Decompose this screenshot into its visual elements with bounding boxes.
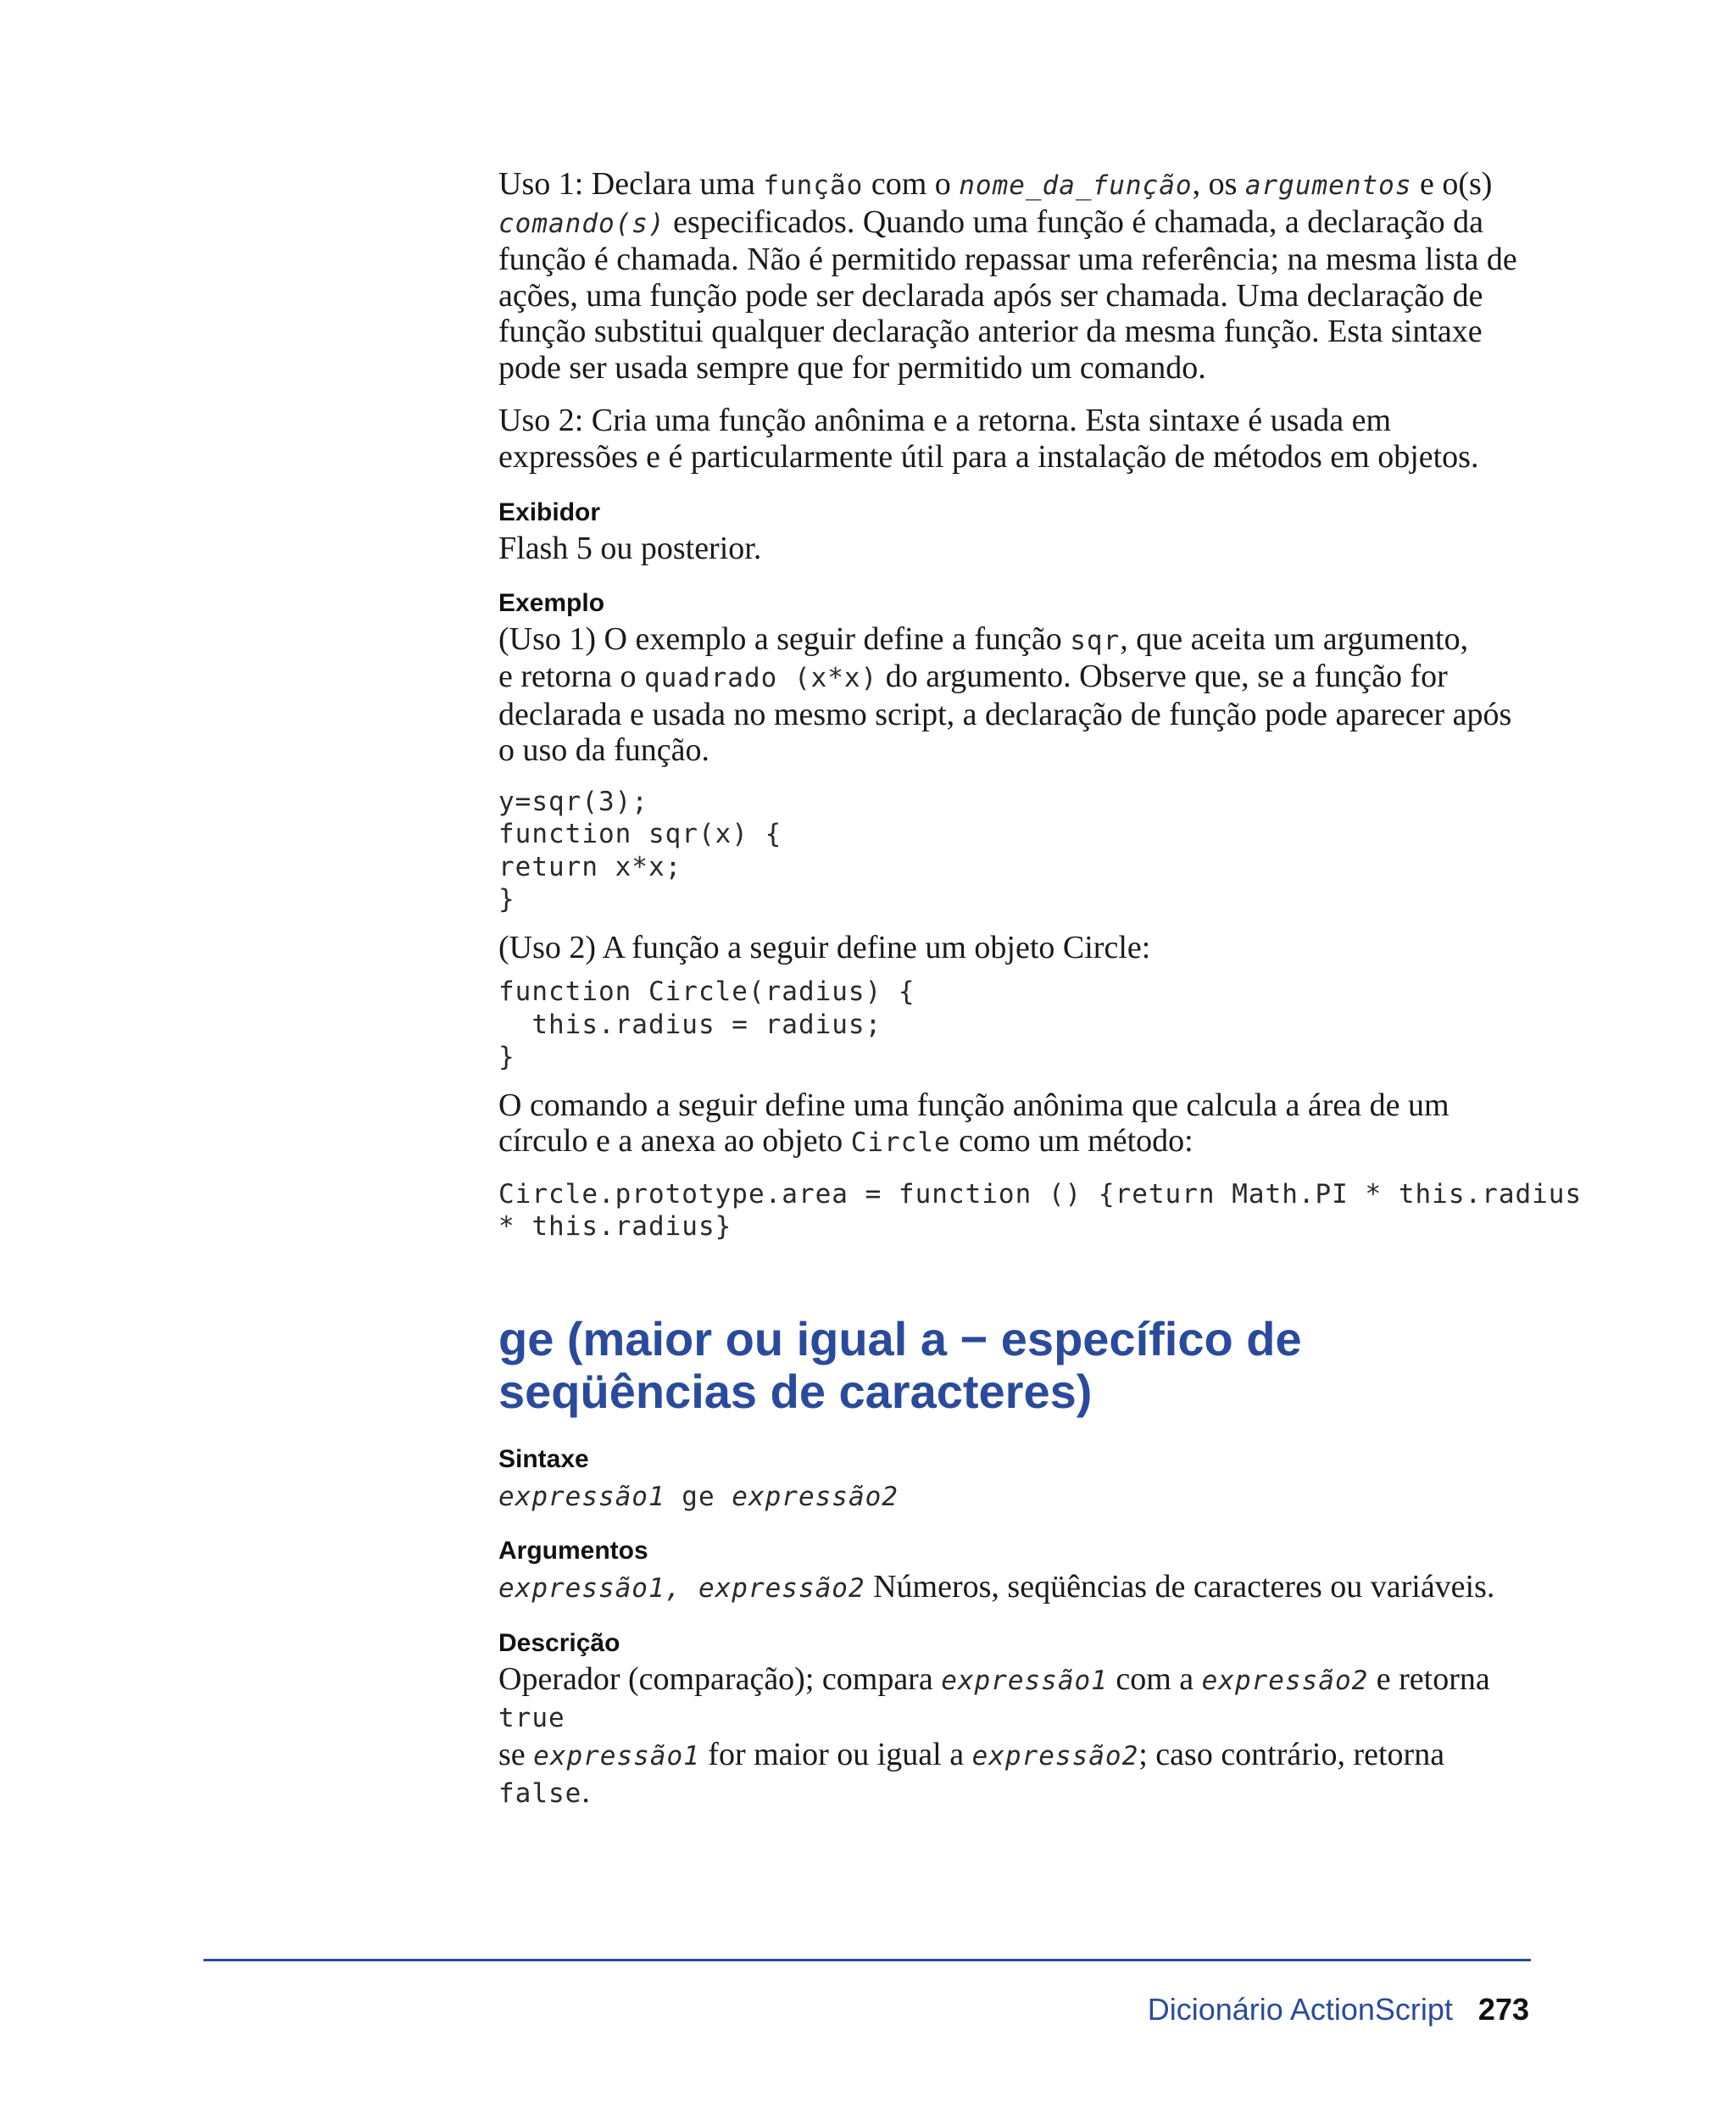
text-run: e retorna xyxy=(1368,1660,1490,1697)
example-paragraph-2: (Uso 2) A função a seguir define um objeto Circle: xyxy=(498,929,1151,965)
syntax-text xyxy=(498,1477,1533,1516)
code-block-3: Circle.prototype.area = function () {return Math.PI * this.radius * this.radius} xyxy=(498,1178,1583,1242)
example-heading: Exemplo xyxy=(498,588,605,617)
code-term: expressão2 xyxy=(971,1740,1139,1771)
code-term: nome_da_função xyxy=(959,170,1193,201)
syntax-heading: Sintaxe xyxy=(498,1444,589,1473)
code-term: expressão1 xyxy=(498,1481,665,1512)
text-run: se xyxy=(498,1736,534,1772)
text-run: Uso 1: Declara uma xyxy=(498,166,764,202)
code-term: argumentos xyxy=(1244,170,1412,201)
section-title-line-2: seqüências de caracteres) xyxy=(498,1364,1093,1418)
text-run: e o(s) xyxy=(1411,166,1493,202)
text-run: com a xyxy=(1107,1660,1202,1697)
text-run: como um método: xyxy=(950,1123,1194,1159)
code-term: sqr xyxy=(1070,625,1121,656)
example-paragraph-3 xyxy=(498,1087,1533,1161)
page-footer xyxy=(1148,1992,1529,2027)
code-term: false xyxy=(498,1778,582,1809)
text-run: Números, seqüências de caracteres ou variáveis. xyxy=(865,1569,1495,1605)
content xyxy=(498,166,1583,1829)
player-heading: Exibidor xyxy=(498,498,601,526)
code-term: Circle xyxy=(850,1127,951,1158)
code-block-2: function Circle(radius) { this.radius = radius; } xyxy=(498,976,915,1072)
code-term: expressão2 xyxy=(1201,1665,1369,1696)
text-run: do argumento. Observe que, se a função for declarada e usada no mesmo script, a declaração de função pode aparecer após o uso da função. xyxy=(498,659,1512,768)
text-run: (Uso 1) O exemplo a seguir define a função xyxy=(498,620,1071,657)
arguments-heading: Argumentos xyxy=(498,1537,648,1565)
text-run: , que aceita um argumento, xyxy=(1120,620,1469,657)
code-term: expressão1 xyxy=(941,1665,1108,1696)
example-paragraph-1 xyxy=(498,621,1533,769)
text-run: e retorna o xyxy=(498,659,644,694)
code-term: expressão1 xyxy=(533,1740,700,1771)
usage2-paragraph: Uso 2: Cria uma função anônima e a retorna. Esta sintaxe é usada em expressões e é particularmente útil para a instalação de métodos em objetos. xyxy=(498,403,1479,475)
footer-section-name: Dicionário ActionScript xyxy=(1147,1992,1453,2027)
text-run: for maior ou igual a xyxy=(699,1736,972,1772)
code-term: true xyxy=(498,1703,565,1733)
section-title xyxy=(498,1313,1533,1418)
text-run: O comando a seguir define uma função anônima que calcula a área de um círculo e a anexa ao objeto xyxy=(498,1087,1449,1159)
section-title-line-1: ge (maior ou igual a − específico de xyxy=(498,1311,1302,1365)
text-run: Operador (comparação); compara xyxy=(498,1660,942,1697)
code-term: expressão2 xyxy=(732,1481,899,1512)
text-run: . xyxy=(581,1774,590,1810)
text-run: especificados. Quando uma função é chamada, a declaração da função é chamada. Não é permitido repassar uma referência; na mesma lista de ações, uma função pode ser declarada após ser chamada. Uma declaração de função substitui qualquer declaração anterior da mesma função. Esta sintaxe pode ser usada sempre que for permitido um comando. xyxy=(498,203,1517,386)
code-term: quadrado (x*x) xyxy=(643,663,878,693)
footer-rule xyxy=(203,1959,1531,1961)
text-run: ; caso contrário, retorna xyxy=(1138,1736,1445,1772)
description-heading: Descrição xyxy=(498,1628,620,1657)
player-text: Flash 5 ou posterior. xyxy=(498,531,762,566)
page-number: 273 xyxy=(1477,1992,1529,2027)
code-term: expressão1, expressão2 xyxy=(498,1573,865,1604)
usage1-paragraph xyxy=(498,166,1533,386)
code-term: função xyxy=(763,170,864,201)
code-block-1: y=sqr(3); function sqr(x) { return x*x; } xyxy=(498,786,782,915)
arguments-text xyxy=(498,1569,1533,1607)
code-term: comando(s) xyxy=(498,208,665,239)
code-term: ge xyxy=(665,1481,732,1512)
text-run: , os xyxy=(1192,166,1245,202)
description-text xyxy=(498,1661,1533,1812)
text-run: com o xyxy=(863,166,960,202)
